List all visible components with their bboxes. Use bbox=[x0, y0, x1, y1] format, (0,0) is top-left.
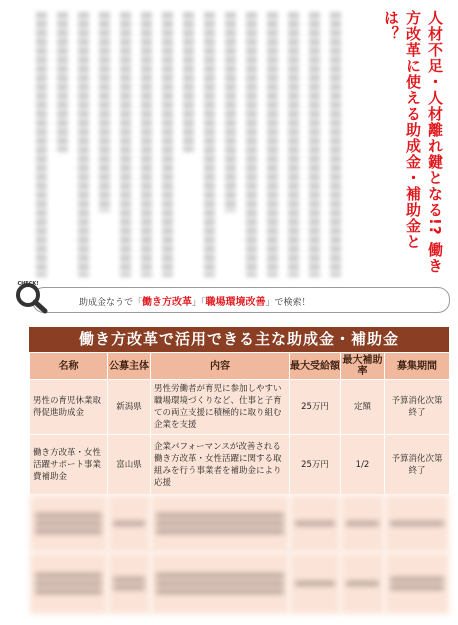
header-max-rate: 最大補助率 bbox=[341, 353, 385, 380]
cell-org: 富山県 bbox=[108, 435, 151, 495]
cell-content: 男性労働者が育児に参加しやすい職場環境づくりなど、仕事と子育ての両立支援に積極的に取り組む企業を支援 bbox=[151, 380, 290, 435]
search-prefix: 助成金なうで「 bbox=[79, 298, 143, 308]
header-org: 公募主体 bbox=[108, 353, 151, 380]
table-row bbox=[30, 435, 450, 495]
table-row-blurred bbox=[30, 553, 450, 615]
cell-max-rate: 定額 bbox=[341, 380, 385, 435]
keyword-work-style-reform: 働き方改革 bbox=[142, 297, 193, 308]
cell-name: 男性の育児休業取得促進助成金 bbox=[30, 380, 108, 435]
search-instruction bbox=[79, 293, 311, 308]
table-title: 働き方改革で活用できる主な助成金・補助金 bbox=[29, 327, 449, 352]
check-badge: CHECK! bbox=[17, 281, 39, 287]
blurred-cell bbox=[341, 553, 385, 615]
blurred-cell bbox=[385, 495, 450, 553]
header-max-amount: 最大受給額 bbox=[290, 353, 341, 380]
blurred-cell bbox=[30, 553, 108, 615]
blurred-cell bbox=[341, 495, 385, 553]
magnifier-icon bbox=[12, 277, 50, 315]
blurred-cell bbox=[108, 495, 151, 553]
header-period: 募集期間 bbox=[385, 353, 450, 380]
search-bar bbox=[32, 287, 450, 313]
cell-name: 働き方改革・女性活躍サポート事業費補助金 bbox=[30, 435, 108, 495]
cell-max-amount: 25万円 bbox=[290, 380, 341, 435]
blurred-cell bbox=[108, 553, 151, 615]
header-name: 名称 bbox=[30, 353, 108, 380]
keyword-workplace-improvement: 職場環境改善 bbox=[205, 297, 266, 308]
blurred-cell bbox=[30, 495, 108, 553]
blurred-cell bbox=[151, 495, 290, 553]
cell-org: 新潟県 bbox=[108, 380, 151, 435]
table-header-row bbox=[30, 353, 450, 380]
cell-content: 企業パフォーマンスが改善される働き方改革・女性活躍に関する取組みを行う事業者を補助金により応援 bbox=[151, 435, 290, 495]
headline: 人材不足・人材離れ鍵となる!? 働き方改革に使える助成金・補助金とは？ bbox=[382, 10, 444, 274]
table-row-blurred bbox=[30, 495, 450, 553]
subsidy-table bbox=[29, 352, 450, 615]
blurred-cell bbox=[151, 553, 290, 615]
search-suffix: 」で検索！ bbox=[265, 298, 311, 308]
cell-period: 予算消化次第終了 bbox=[385, 435, 450, 495]
blurred-cell bbox=[385, 553, 450, 615]
blurred-cell bbox=[290, 495, 341, 553]
search-separator: 」「 bbox=[192, 298, 206, 308]
blurred-cell bbox=[290, 553, 341, 615]
header-content: 内容 bbox=[151, 353, 290, 380]
table-row bbox=[30, 380, 450, 435]
cell-max-rate: 1/2 bbox=[341, 435, 385, 495]
cell-period: 予算消化次第終了 bbox=[385, 380, 450, 435]
cell-max-amount: 25万円 bbox=[290, 435, 341, 495]
